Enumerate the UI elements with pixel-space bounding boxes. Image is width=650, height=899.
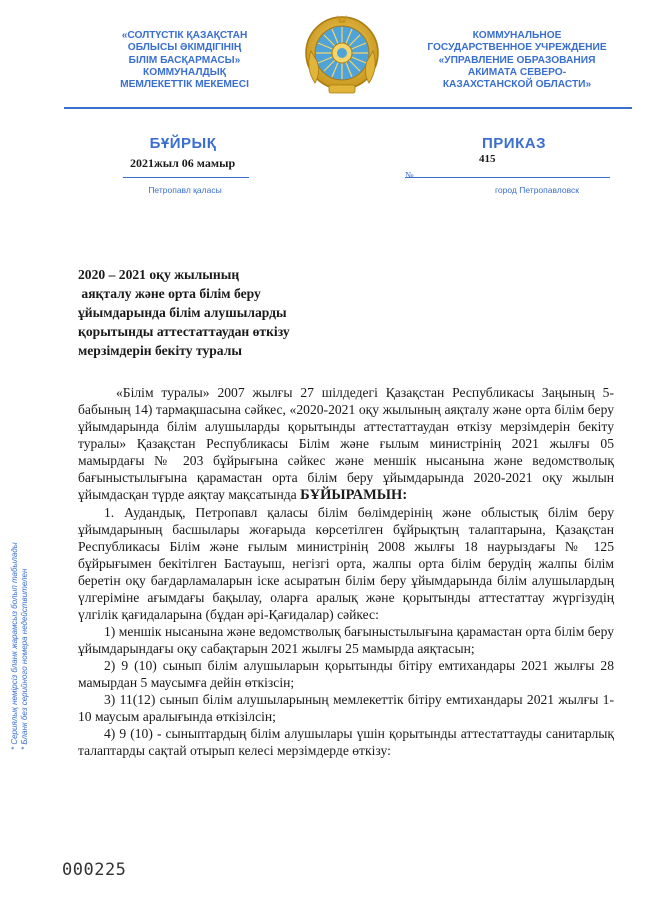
blank-validity-note (10, 470, 40, 750)
issuer-name-kz (92, 30, 277, 91)
issuer-ru-line: ГОСУДАРСТВЕННОЕ УЧРЕЖДЕНИЕ (427, 42, 607, 54)
side-note-ru: * Бланк без серийного номера недействителен (20, 568, 29, 750)
intro-paragraph (78, 384, 614, 504)
order-title-ru: ПРИКАЗ (482, 135, 546, 152)
order-title-kz: БҰЙРЫҚ (149, 135, 217, 152)
issuer-ru-line: КАЗАХСТАНСКОЙ ОБЛАСТИ» (442, 79, 592, 91)
issuer-kz-line: БІЛІМ БАСҚАРМАСЫ» (128, 54, 241, 66)
subpoint-3: 3) 11(12) сынып білім алушыларының мемлекеттік бітіру емтихандары 2021 жылғы 1-10 маусым аралығында өткізілсін; (78, 692, 614, 724)
issuer-ru-line: «УПРАВЛЕНИЕ ОБРАЗОВАНИЯ (438, 54, 596, 66)
order-word: БҰЙЫРАМЫН: (300, 487, 408, 503)
subpoint-2: 2) 9 (10) сынып білім алушыларын қорытынды бітіру емтихандары 2021 жылғы 28 мамырдан 5 маусымға дейін өткізсін; (78, 658, 614, 690)
intro-text: «Білім туралы» 2007 жылғы 27 шілдедегі Қазақстан Республикасы Заңының 5-бабының 14) тармақшасына сәйкес, «2020-2021 оқу жылының аяқталу және орта білім беру ұйымдарында білім алушыларды қорытынды аттестаттаудан өткізу мерзімдерін бекіту туралы» Қазақстан Республикасы Білім және ғылым министрінің 2021 жылғы 05 мамырдағы № 203 бұйрығына сәйкес және меншік нысанына және ведомстволық бағыныстылығына қарамастан орта білім беру ұйымдарында 2020-2021 оқу жылын ұйымдасқан түрде аяқтау мақсатында (78, 385, 614, 502)
issuer-kz-line: МЕМЛЕКЕТТІК МЕКЕМЕСІ (120, 79, 249, 91)
issuer-ru-line: КОММУНАЛЬНОЕ (472, 30, 562, 41)
issuer-name-ru (404, 30, 630, 91)
number-underline (405, 177, 610, 178)
order-number: 415 (479, 153, 496, 165)
city-kz: Петропавл қаласы (148, 185, 222, 195)
kazakhstan-emblem-icon (303, 13, 381, 97)
city-ru: город Петропавловск (495, 185, 579, 195)
issuer-kz-line: ОБЛЫСЫ ӘКІМДІГІНІҢ (127, 42, 242, 54)
issuer-kz-line: КОММУНАЛДЫҚ (143, 66, 226, 78)
subject-line: аяқталу және орта білім беру (78, 286, 261, 301)
subpoint-4: 4) 9 (10) - сыныптардың білім алушылары үшін қорытынды аттестаттауды санитарлық талаптарды сақтай отырып келесі мерзімдерде өткізу: (78, 726, 614, 758)
subject-line: қорытынды аттестаттаудан өткізу (78, 324, 290, 339)
number-sign: № (405, 170, 414, 180)
date-underline (123, 177, 249, 178)
subject-line: 2020 – 2021 оқу жылының (78, 267, 240, 282)
header-divider (64, 107, 632, 109)
order-subject (78, 265, 338, 360)
issuer-kz-line: «СОЛТҮСТІК ҚАЗАҚСТАН (121, 30, 248, 41)
serial-number: 000225 (62, 860, 127, 880)
side-note-kz: * Сериялық нөмірсіз бланк жарамсыз болып табылады (10, 542, 19, 750)
issuer-ru-line: АКИМАТА СЕВЕРО- (467, 66, 567, 78)
subject-line: мерзімдерін бекіту туралы (78, 343, 242, 358)
point-1: 1. Аудандық, Петропавл қаласы білім бөлімдерінің және облыстық білім беру ұйымдарының басшылары жоғарыда көрсетілген бұйрықтың талаптарына, Қазақстан Республикасы Білім және ғылым министрінің 2008 жылғы 18 наурыздағы № 125 бұйрығымен бекітілген Бастауыш, негізгі орта, жалпы орта білім берудің жалпы білім беретін оқу бағдарламаларын іске асыратын білім беру ұйымдарында білім алушылардың үлгеріміне ағымдағы бақылау, оларға аралық және қорытынды аттестаттау жүргізудің үлгілік қағидаларына (бұдан әрі-Қағидалар) сәйкес: (78, 505, 614, 622)
subpoint-1: 1) меншік нысанына және ведомстволық бағыныстылығына қарамастан орта білім беру ұйымдарындағы оқу сабақтарын 2021 жылғы 25 мамырда аяқтасын; (78, 624, 614, 656)
order-body (78, 384, 614, 759)
subject-line: ұйымдарында білім алушыларды (78, 305, 287, 320)
order-date: 2021жыл 06 мамыр (130, 156, 236, 170)
